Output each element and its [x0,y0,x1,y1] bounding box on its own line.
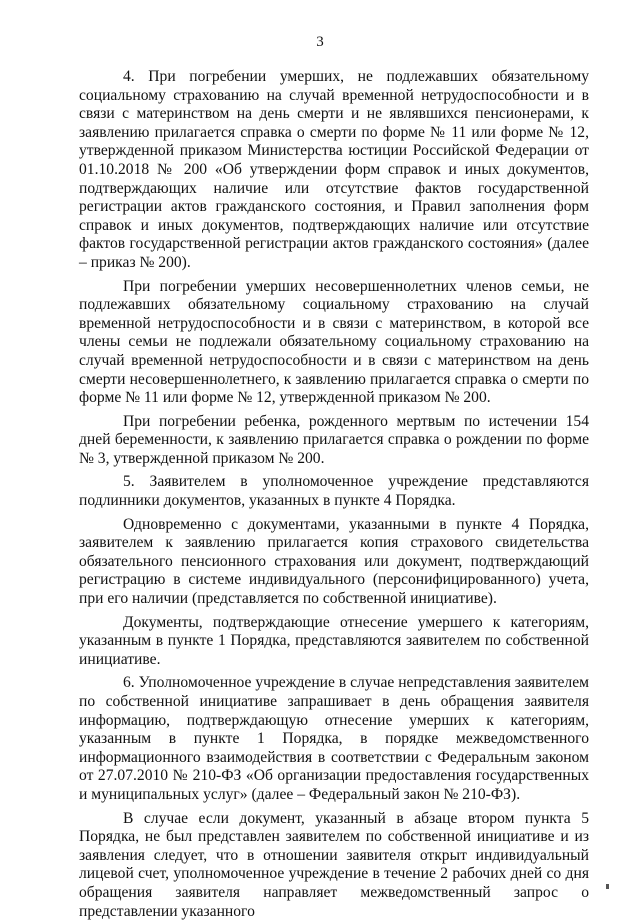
paragraph-4-stillborn: При погребении ребенка, рожденного мертвым по истечении 154 дней беременности, к заявлению прилагается справка о рождении по форме № 3, утвержденной приказом № 200. [79,412,589,467]
paragraph-4: 4. При погребении умерших, не подлежавших обязательному социальному страхованию на случай временной нетрудоспособности и в связи с материнством на день смерти и не являвшихся пенсионерами, к заявлению прилагается справка о смерти по форме № 11 или форме № 12, утвержденной приказом Министерства юстиции Российской Федерации от 01.10.2018 № 200 «Об утверждении форм справок и иных документов, подтверждающих наличие или отсутствие фактов государственной регистрации актов гражданского состояния, и Правил заполнения форм справок и иных документов, подтверждающих наличие или отсутствие фактов государственной регистрации актов гражданского состояния» (далее – приказ № 200). [79,68,589,271]
paragraph-6: 6. Уполномоченное учреждение в случае непредставления заявителем по собственной инициативе запрашивает в день обращения заявителя информацию, подтверждающую отнесение умерших к категориям, указанным в пункте 1 Порядка, в порядке межведомственного информационного взаимодействия в соответствии с Федеральным законом от 27.07.2010 № 210-ФЗ «Об организации предоставления государственных и муниципальных услуг» (далее – Федеральный закон № 210-ФЗ). [79,674,589,803]
paragraph-5-categories: Документы, подтверждающие отнесение умершего к категориям, указанным в пункте 1 Порядка, представляются заявителем по собственной инициативе. [79,613,589,668]
paragraph-5: 5. Заявителем в уполномоченное учреждение представляются подлинники документов, указанных в пункте 4 Порядка. [79,473,589,510]
paragraph-6-request: В случае если документ, указанный в абзаце втором пункта 5 Порядка, не был представлен заявителем по собственной инициативе и из заявления следует, что в отношении заявителя открыт индивидуальный лицевой счет, уполномоченное учреждение в течение 2 рабочих дней со дня обращения заявителя направляет межведомственный запрос о представлении указанного [79,809,589,920]
paragraph-4-minors: При погребении умерших несовершеннолетних членов семьи, не подлежавших обязательному социальному страхованию на случай временной нетрудоспособности и в связи с материнством, в которой все члены семьи не подлежали обязательному социальному страхованию на случай временной нетрудоспособности и в связи с материнством на день смерти несовершеннолетнего, к заявлению прилагается справка о смерти по форме № 11 или форме № 12, утвержденной приказом № 200. [79,277,589,407]
scan-mark [606,884,609,889]
paragraph-5-copies: Одновременно с документами, указанными в пункте 4 Порядка, заявителем к заявлению прилагается копия страхового свидетельства обязательного пенсионного страхования или документ, подтверждающий регистрацию в системе индивидуального (персонифицированного) учета, при его наличии (представляется по собственной инициативе). [79,515,589,608]
document-body [79,68,589,921]
page-number: 3 [316,34,324,50]
